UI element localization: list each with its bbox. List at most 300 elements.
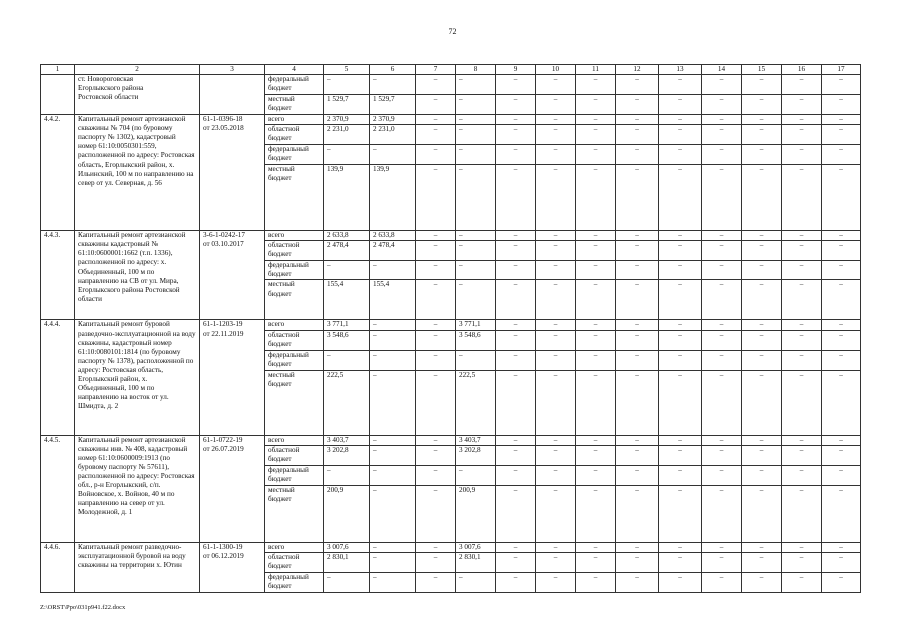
value-col-7: – [416, 320, 456, 330]
funding-source: областной бюджет [265, 552, 324, 572]
value-col-9: – [496, 165, 536, 231]
value-col-6: – [370, 465, 416, 485]
value-col-10: – [536, 125, 576, 145]
column-header: 14 [702, 65, 742, 75]
value-col-17: – [822, 445, 861, 465]
value-col-15: – [742, 435, 782, 445]
value-col-16: – [782, 261, 822, 280]
value-col-13: – [659, 231, 702, 241]
value-col-14: – [702, 435, 742, 445]
value-col-12: – [616, 280, 659, 320]
value-total: 2 370,9 [324, 115, 370, 125]
value-col-16: – [782, 75, 822, 95]
value-col-7: – [416, 542, 456, 552]
value-col-13: – [659, 261, 702, 280]
value-col-6: 2 370,9 [370, 115, 416, 125]
value-col-17: – [822, 320, 861, 330]
value-col-7: – [416, 435, 456, 445]
value-col-17: – [822, 435, 861, 445]
value-col-14: – [702, 320, 742, 330]
value-col-15: – [742, 330, 782, 350]
value-col-6: 2 231,0 [370, 125, 416, 145]
column-header: 12 [616, 65, 659, 75]
value-col-11: – [576, 572, 616, 592]
value-col-10: – [536, 465, 576, 485]
funding-source: всего [265, 320, 324, 330]
value-col-17: – [822, 280, 861, 320]
value-col-8: 222,5 [456, 370, 496, 435]
value-total: 3 771,1 [324, 320, 370, 330]
value-col-7: – [416, 165, 456, 231]
value-col-15: – [742, 241, 782, 261]
table-row [41, 231, 861, 241]
value-col-13: – [659, 485, 702, 542]
value-total: 3 403,7 [324, 435, 370, 445]
value-col-15: – [742, 125, 782, 145]
value-col-6: – [370, 542, 416, 552]
value-col-9: – [496, 115, 536, 125]
value-col-16: – [782, 95, 822, 115]
value-col-10: – [536, 350, 576, 370]
value-col-16: – [782, 241, 822, 261]
funding-source: всего [265, 435, 324, 445]
value-col-13: – [659, 115, 702, 125]
page-number: 72 [448, 27, 457, 36]
value-col-7: – [416, 115, 456, 125]
value-col-6: 2 478,4 [370, 241, 416, 261]
item-number: 4.4.5. [41, 435, 75, 542]
value-col-15: – [742, 350, 782, 370]
column-header: 1 [41, 65, 75, 75]
expertise-document: 61-1-0396-18 от 23.05.2018 [200, 115, 265, 231]
value-col-8: – [456, 572, 496, 592]
value-col-16: – [782, 145, 822, 165]
column-header: 15 [742, 65, 782, 75]
value-col-17: – [822, 350, 861, 370]
value-col-10: – [536, 165, 576, 231]
value-col-7: – [416, 330, 456, 350]
value-col-6: 1 529,7 [370, 95, 416, 115]
value-col-7: – [416, 350, 456, 370]
column-header: 8 [456, 65, 496, 75]
value-col-13: – [659, 572, 702, 592]
budget-table [40, 64, 861, 593]
value-col-6: – [370, 145, 416, 165]
value-col-11: – [576, 280, 616, 320]
value-col-9: – [496, 280, 536, 320]
value-col-9: – [496, 125, 536, 145]
value-col-11: – [576, 165, 616, 231]
value-col-10: – [536, 145, 576, 165]
value-total: – [324, 350, 370, 370]
table-row [41, 75, 861, 95]
value-col-14: – [702, 350, 742, 370]
value-col-15: – [742, 95, 782, 115]
value-col-9: – [496, 330, 536, 350]
value-total: 2 231,0 [324, 125, 370, 145]
value-col-13: – [659, 165, 702, 231]
value-col-13: – [659, 125, 702, 145]
value-col-12: – [616, 165, 659, 231]
value-col-6: – [370, 320, 416, 330]
value-col-11: – [576, 75, 616, 95]
value-col-12: – [616, 75, 659, 95]
item-number: 4.4.3. [41, 231, 75, 320]
value-col-16: – [782, 572, 822, 592]
value-col-9: – [496, 552, 536, 572]
funding-source: местный бюджет [265, 95, 324, 115]
value-col-7: – [416, 445, 456, 465]
value-col-11: – [576, 95, 616, 115]
value-col-8: – [456, 465, 496, 485]
value-col-7: – [416, 485, 456, 542]
object-name: Капитальный ремонт артезианской скважины № 704 (по буровому паспорту № 1302), кадастровый номер 61:10:0050301:559, расположенной по адресу: Ростовская область, Егорлыкский район, х. Ильинский, 100 м по направлению на север от ул. Северная, д. 56 [75, 115, 200, 231]
value-col-8: – [456, 115, 496, 125]
value-col-16: – [782, 445, 822, 465]
value-col-14: – [702, 125, 742, 145]
value-col-6: – [370, 552, 416, 572]
value-col-11: – [576, 231, 616, 241]
value-col-13: – [659, 241, 702, 261]
value-col-12: – [616, 95, 659, 115]
value-total: – [324, 572, 370, 592]
funding-source: всего [265, 115, 324, 125]
value-col-15: – [742, 145, 782, 165]
funding-source: областной бюджет [265, 445, 324, 465]
value-col-16: – [782, 320, 822, 330]
value-col-6: 155,4 [370, 280, 416, 320]
value-col-7: – [416, 465, 456, 485]
value-col-9: – [496, 320, 536, 330]
value-col-14: – [702, 231, 742, 241]
value-col-12: – [616, 330, 659, 350]
value-col-17: – [822, 485, 861, 542]
value-col-7: – [416, 241, 456, 261]
value-col-8: – [456, 125, 496, 145]
value-col-14: – [702, 75, 742, 95]
item-number: 4.4.4. [41, 320, 75, 435]
funding-source: областной бюджет [265, 241, 324, 261]
column-header: 10 [536, 65, 576, 75]
value-col-13: – [659, 465, 702, 485]
value-col-17: – [822, 75, 861, 95]
value-col-17: – [822, 465, 861, 485]
value-col-11: – [576, 145, 616, 165]
value-col-16: – [782, 350, 822, 370]
value-col-12: – [616, 485, 659, 542]
value-col-10: – [536, 435, 576, 445]
value-col-8: – [456, 231, 496, 241]
value-total: – [324, 261, 370, 280]
column-header: 7 [416, 65, 456, 75]
value-col-15: – [742, 485, 782, 542]
value-col-11: – [576, 542, 616, 552]
value-col-6: – [370, 572, 416, 592]
value-col-9: – [496, 261, 536, 280]
funding-source: федеральный бюджет [265, 261, 324, 280]
funding-source: федеральный бюджет [265, 145, 324, 165]
value-col-14: – [702, 330, 742, 350]
value-col-8: – [456, 75, 496, 95]
value-total: 2 478,4 [324, 241, 370, 261]
value-col-11: – [576, 552, 616, 572]
value-col-9: – [496, 231, 536, 241]
table-row [41, 542, 861, 552]
value-col-7: – [416, 231, 456, 241]
object-name: ст. Новороговская Егорлыкского района Ростовской области [75, 75, 200, 115]
column-header: 6 [370, 65, 416, 75]
value-col-12: – [616, 435, 659, 445]
funding-source: федеральный бюджет [265, 572, 324, 592]
value-col-9: – [496, 485, 536, 542]
value-col-12: – [616, 572, 659, 592]
funding-source: областной бюджет [265, 330, 324, 350]
column-header: 16 [782, 65, 822, 75]
value-col-15: – [742, 552, 782, 572]
value-col-11: – [576, 370, 616, 435]
value-col-17: – [822, 165, 861, 231]
value-col-8: 3 403,7 [456, 435, 496, 445]
value-col-6: – [370, 350, 416, 370]
value-col-16: – [782, 485, 822, 542]
value-total: – [324, 145, 370, 165]
expertise-document: 61-1-1203-19 от 22.11.2019 [200, 320, 265, 435]
value-col-8: – [456, 145, 496, 165]
column-header: 5 [324, 65, 370, 75]
value-col-17: – [822, 125, 861, 145]
value-col-11: – [576, 125, 616, 145]
value-col-13: – [659, 145, 702, 165]
value-col-9: – [496, 370, 536, 435]
value-col-14: – [702, 280, 742, 320]
value-col-10: – [536, 280, 576, 320]
value-col-16: – [782, 280, 822, 320]
value-col-11: – [576, 115, 616, 125]
value-col-8: – [456, 261, 496, 280]
item-number: 4.4.2. [41, 115, 75, 231]
value-col-12: – [616, 552, 659, 572]
funding-source: местный бюджет [265, 485, 324, 542]
value-total: 155,4 [324, 280, 370, 320]
file-path-footer: Z:\ORST\Ppo\031p941.f22.docx [40, 604, 126, 611]
funding-source: всего [265, 542, 324, 552]
value-col-10: – [536, 320, 576, 330]
item-number [41, 75, 75, 115]
value-col-15: – [742, 320, 782, 330]
table-row [41, 320, 861, 330]
value-col-8: 3 548,6 [456, 330, 496, 350]
value-col-6: – [370, 445, 416, 465]
funding-source: местный бюджет [265, 165, 324, 231]
table-row [41, 435, 861, 445]
value-col-9: – [496, 350, 536, 370]
value-col-11: – [576, 445, 616, 465]
value-col-9: – [496, 445, 536, 465]
value-col-12: – [616, 125, 659, 145]
value-col-8: 200,9 [456, 485, 496, 542]
value-col-14: – [702, 261, 742, 280]
value-col-17: – [822, 542, 861, 552]
value-col-15: – [742, 115, 782, 125]
value-col-7: – [416, 552, 456, 572]
value-col-6: – [370, 370, 416, 435]
value-col-13: – [659, 445, 702, 465]
value-col-9: – [496, 542, 536, 552]
value-col-12: – [616, 465, 659, 485]
value-total: 2 633,8 [324, 231, 370, 241]
value-total: – [324, 465, 370, 485]
value-col-13: – [659, 552, 702, 572]
value-col-13: – [659, 280, 702, 320]
funding-source: федеральный бюджет [265, 465, 324, 485]
value-col-11: – [576, 241, 616, 261]
value-col-17: – [822, 145, 861, 165]
value-col-7: – [416, 145, 456, 165]
value-col-8: – [456, 241, 496, 261]
funding-source: федеральный бюджет [265, 350, 324, 370]
value-col-15: – [742, 370, 782, 435]
value-total: 3 007,6 [324, 542, 370, 552]
value-col-16: – [782, 465, 822, 485]
value-col-15: – [742, 231, 782, 241]
value-col-15: – [742, 280, 782, 320]
value-col-17: – [822, 552, 861, 572]
value-col-7: – [416, 280, 456, 320]
value-total: 200,9 [324, 485, 370, 542]
column-header: 13 [659, 65, 702, 75]
header-row [41, 65, 861, 75]
value-col-8: – [456, 95, 496, 115]
value-col-13: – [659, 75, 702, 95]
value-col-12: – [616, 542, 659, 552]
value-col-11: – [576, 485, 616, 542]
value-col-12: – [616, 350, 659, 370]
value-total: 3 548,6 [324, 330, 370, 350]
value-col-14: – [702, 542, 742, 552]
value-col-10: – [536, 542, 576, 552]
value-col-16: – [782, 231, 822, 241]
column-header: 17 [822, 65, 861, 75]
value-col-17: – [822, 95, 861, 115]
value-col-12: – [616, 370, 659, 435]
value-col-8: 3 771,1 [456, 320, 496, 330]
value-col-12: – [616, 261, 659, 280]
value-col-14: – [702, 95, 742, 115]
object-name: Капитальный ремонт буровой разведочно-эксплуатационной на воду скважины, кадастровый номер 61:10:0080101:1814 (по буровому паспорту № 1378), расположенной по адресу: Ростовская область, Егорлыкский район, х. Объединенный, 100 м по направлению на восток от ул. Шмидта, д. 2 [75, 320, 200, 435]
value-col-12: – [616, 320, 659, 330]
value-total: 222,5 [324, 370, 370, 435]
value-total: – [324, 75, 370, 95]
value-col-17: – [822, 115, 861, 125]
value-col-8: – [456, 165, 496, 231]
value-col-17: – [822, 241, 861, 261]
value-col-17: – [822, 231, 861, 241]
expertise-document: 3-6-1-0242-17 от 03.10.2017 [200, 231, 265, 320]
value-col-14: – [702, 445, 742, 465]
value-col-12: – [616, 115, 659, 125]
funding-source: местный бюджет [265, 370, 324, 435]
value-col-16: – [782, 552, 822, 572]
value-col-8: 3 007,6 [456, 542, 496, 552]
value-col-15: – [742, 542, 782, 552]
value-col-14: – [702, 165, 742, 231]
column-header: 3 [200, 65, 265, 75]
value-col-10: – [536, 261, 576, 280]
value-col-16: – [782, 115, 822, 125]
value-col-14: – [702, 552, 742, 572]
value-col-6: – [370, 435, 416, 445]
value-col-8: 2 830,1 [456, 552, 496, 572]
value-col-15: – [742, 572, 782, 592]
value-col-7: – [416, 75, 456, 95]
funding-source: федеральный бюджет [265, 75, 324, 95]
column-header: 4 [265, 65, 324, 75]
value-col-15: – [742, 165, 782, 231]
value-total: 1 529,7 [324, 95, 370, 115]
value-col-7: – [416, 125, 456, 145]
value-col-7: – [416, 95, 456, 115]
value-col-8: – [456, 350, 496, 370]
funding-source: всего [265, 231, 324, 241]
value-col-13: – [659, 330, 702, 350]
value-col-10: – [536, 572, 576, 592]
value-col-15: – [742, 75, 782, 95]
value-col-9: – [496, 241, 536, 261]
value-col-6: – [370, 75, 416, 95]
funding-source: областной бюджет [265, 125, 324, 145]
value-col-9: – [496, 435, 536, 445]
value-col-12: – [616, 445, 659, 465]
value-col-16: – [782, 330, 822, 350]
value-col-14: – [702, 465, 742, 485]
value-col-10: – [536, 370, 576, 435]
value-col-13: – [659, 320, 702, 330]
value-col-14: – [702, 485, 742, 542]
value-col-15: – [742, 445, 782, 465]
value-col-9: – [496, 75, 536, 95]
item-number: 4.4.6. [41, 542, 75, 592]
column-header: 9 [496, 65, 536, 75]
value-col-6: 139,9 [370, 165, 416, 231]
value-col-14: – [702, 241, 742, 261]
value-col-14: – [702, 145, 742, 165]
value-col-16: – [782, 370, 822, 435]
object-name: Капитальный ремонт артезианской скважины инв. № 408, кадастровый номер 61:10:0600009:1913 (по буровому паспорту № 57611), расположенной по адресу: Ростовская обл., р-н Егорлыкский, с/п. Войновское, х. Войнов, 40 м по направлению на север от ул. Молодежной, д. 1 [75, 435, 200, 542]
object-name: Капитальный ремонт артезианской скважины кадастровый № 61:10:0600001:1662 (т.п. 1336), расположенной по адресу: х. Объединенный, 100 м по направлению на СВ от ул. Мира, Егорлыкского района Ростовской области [75, 231, 200, 320]
column-header: 11 [576, 65, 616, 75]
value-total: 139,9 [324, 165, 370, 231]
value-total: 2 830,1 [324, 552, 370, 572]
expertise-document [200, 75, 265, 115]
column-header: 2 [75, 65, 200, 75]
value-col-10: – [536, 241, 576, 261]
value-col-6: – [370, 485, 416, 542]
value-col-11: – [576, 350, 616, 370]
value-col-14: – [702, 572, 742, 592]
table-row [41, 115, 861, 125]
value-col-17: – [822, 572, 861, 592]
value-col-9: – [496, 145, 536, 165]
value-col-7: – [416, 572, 456, 592]
value-col-7: – [416, 261, 456, 280]
value-col-11: – [576, 320, 616, 330]
value-col-9: – [496, 572, 536, 592]
expertise-document: 61-1-1300-19 от 06.12.2019 [200, 542, 265, 592]
value-col-10: – [536, 95, 576, 115]
value-col-16: – [782, 165, 822, 231]
value-col-13: – [659, 350, 702, 370]
value-col-10: – [536, 115, 576, 125]
